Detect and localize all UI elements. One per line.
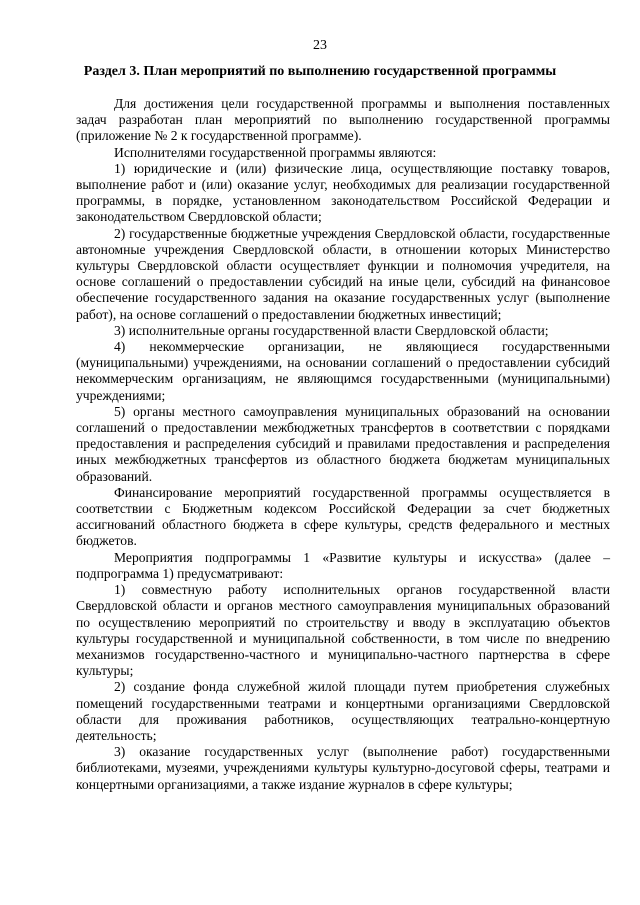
paragraph-intro: Для достижения цели государственной программы и выполнения поставленных задач разработан план мероприятий по выполнению государственной программы (приложение № 2 к государственной программе).: [76, 96, 610, 144]
paragraph-subprogram-item-1: 1) совместную работу исполнительных органов государственной власти Свердловской области и органов местного самоуправления муниципальных образований по осуществлению мероприятий по строительству и вводу в эксплуатацию объектов культуры государственной и муниципальной собственности, в том числе по внедрению механизмов государственно-частного и муниципально-частного партнерства в сфере культуры;: [76, 582, 610, 679]
paragraph-executors-heading: Исполнителями государственной программы являются:: [114, 144, 437, 160]
paragraph-executor-3: 3) исполнительные органы государственной власти Свердловской области;: [114, 322, 549, 338]
paragraph-executor-2: 2) государственные бюджетные учреждения Свердловской области, государственные автономные учреждения Свердловской области, в отношении которых Министерство культуры Свердловской области осуществляет функции и полномочия учредителя, на основе соглашений о предоставлении субсидий на иные цели, субсидий на финансовое обеспечение государственного задания на оказание государственных услуг (выполнение работ), на основе соглашений о предоставлении бюджетных инвестиций;: [76, 225, 610, 322]
paragraph-executor-1: 1) юридические и (или) физические лица, осуществляющие поставку товаров, выполнение работ и (или) оказание услуг, необходимых для реализации государственной программы, в порядке, установленном законодательством Российской Федерации и законодательством Свердловской области;: [76, 160, 610, 225]
paragraph-executor-4: 4) некоммерческие организации, не являющиеся государственными (муниципальными) учреждениями, на основании соглашений о предоставлении субсидий некоммерческим организациям, не являющимся государственными (муниципальными) учреждениями;: [76, 339, 610, 403]
paragraph-executor-5: 5) органы местного самоуправления муниципальных образований на основании соглашений о предоставлении межбюджетных трансфертов в соответствии с порядками предоставления и распределения субсидий и правилами предоставления и распределения иных межбюджетных трансфертов из областного бюджета бюджетам муниципальных образований.: [76, 403, 610, 484]
paragraph-financing: Финансирование мероприятий государственной программы осуществляется в соответствии с Бюджетным кодексом Российской Федерации за счет бюджетных ассигнований областного бюджета в сфере культуры, средств федерального и местных бюджетов.: [76, 484, 610, 549]
page-number: 23: [313, 38, 327, 53]
paragraph-subprogram-item-3: 3) оказание государственных услуг (выполнение работ) государственными библиотеками, музеями, учреждениями культуры культурно-досуговой сферы, театрами и концертными организациями, а также издание журналов в сфере культуры;: [76, 744, 610, 792]
body-text: [76, 96, 610, 793]
section-title: Раздел 3. План мероприятий по выполнению государственной программы: [83, 64, 557, 79]
paragraph-subprogram-item-2: 2) создание фонда служебной жилой площади путем приобретения служебных помещений государственными театрами и концертными организациями Свердловской области для проживания работников, осуществляющих театрально-концертную деятельность;: [76, 679, 610, 743]
paragraph-subprogram-intro: Мероприятия подпрограммы 1 «Развитие культуры и искусства» (далее – подпрограмма 1) предусматривают:: [76, 549, 610, 581]
